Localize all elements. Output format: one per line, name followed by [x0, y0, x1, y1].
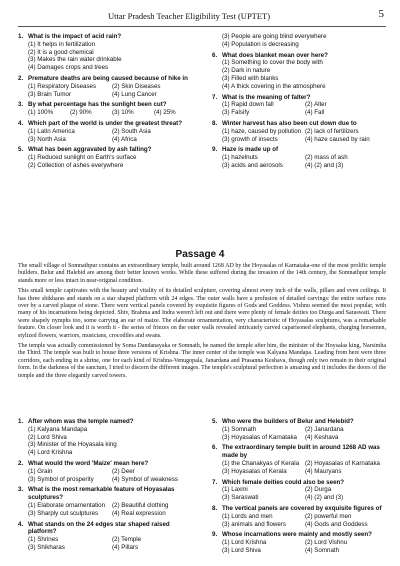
question-stem: What is the meaning of falter?: [222, 93, 311, 101]
answer-option-row: [28, 510, 196, 518]
answer-option: (3) Minister of the Hoyasala king: [28, 441, 117, 449]
question-text: [212, 52, 388, 60]
answer-option: (2) Hoyasalas of Karnataka: [305, 459, 380, 467]
answer-option: (3) Brain Tumor: [28, 90, 71, 98]
answer-option-row: [222, 128, 388, 136]
answer-option: (3) Lord Shiva: [222, 546, 261, 554]
answer-options: [18, 41, 196, 72]
question-stem: Whose incarnations were mainly and mostly seen?: [222, 531, 372, 539]
question-stem: By what percentage has the sunlight been cut?: [28, 101, 167, 109]
question-stem: What is the most remarkable feature of Hoyasalas sculptures?: [28, 486, 175, 502]
answer-option-row: [28, 502, 196, 510]
answer-options: [212, 59, 388, 90]
answer-option: (1) Elaborate ornamentation: [28, 501, 106, 509]
answer-option: (2) Alter: [305, 101, 327, 109]
answer-option-row: [222, 539, 388, 547]
answer-option: (4) Damages crops and trees: [28, 64, 109, 72]
answer-option-row: [222, 434, 388, 442]
question-number: 1.: [18, 418, 24, 425]
question-text: [212, 531, 388, 539]
answer-option: (1) It helps in fertilization: [28, 40, 96, 48]
answer-option: (4) Lung Cancer: [112, 90, 157, 98]
answer-option: (3) Sharply cut sculptures: [28, 509, 99, 517]
answer-option-row: [28, 476, 196, 484]
answer-options: [212, 426, 388, 442]
question-text: [18, 75, 196, 83]
answer-option: (3) animals and flowers: [222, 520, 286, 528]
passage-paragraph: The temple was actually commissioned by Soma Dandanayaka or Somnath, he named the temple after him, the minister of the Hoysalas king, Narsimha the Third. The temple was built to house three versions of Krishna. The inner center of the temple was Kalyana Mandapa. Leading from here were three corridors, each ending in a shrine, one for each kind of Krishna-Venugopala, Janardana and Prasanna Keshava, though only two remain in their original form. In the darkness of the sanctum, I tried to discern the different images. The temple's sculptural perfection is amazing and it includes the doors of the temple and the three elegantly carved towers.: [18, 343, 386, 379]
answer-option: (2) Durga: [305, 486, 332, 494]
answer-option-row: [222, 136, 388, 144]
question-block: [212, 531, 388, 554]
answer-option: (4) 25%: [154, 109, 176, 117]
answer-options: [212, 154, 388, 170]
answer-option: (4) Mauryans: [305, 467, 342, 475]
passage-paragraph: This small temple captivates with the beauty and vitality of its detailed sculpture, covering almost every inch of the walls, pillars and even ceilings. It has three shikharas and stands on a star shaped platform with 24 edges. The outer walls have a profusion of detailed carvings: the entire surface runs over by a carved plaque of stone. There were vertical panels covered by exquisite figures of Gods and Goddess. Vishnu seemed the most popular, with many of his incarnations being depicted. Shiv, Brahma and Indra weren't left out and there were plenty of female deities too Durga and Saraswati. There were shapely nymphs too, some carrying an ear of maize. The elaborate ornamentation, very characteristic of Hoyasalas sculptures, was a remarkable feature. On closer look and it is worth it - the series of friezes on the outer walls revealed intricately carved caparisoned elephants, charging horsemen, stylized flowers, warriors, musicians, crocodiles and swans.: [18, 288, 386, 339]
answer-option: (3) growth of insects: [222, 135, 278, 143]
question-text: [18, 521, 196, 537]
question-number: 3.: [18, 486, 24, 494]
answer-option-row: [28, 91, 196, 99]
answer-options: [18, 502, 196, 518]
question-block: [18, 101, 196, 117]
question-stem: Which part of the world is under the greatest threat?: [28, 119, 183, 127]
page-number: 5: [378, 8, 384, 20]
question-number: 3.: [18, 101, 24, 109]
question-stem: What does blanket mean over here?: [222, 51, 328, 59]
answer-option: (1) Reduced sunlight on Earth's surface: [28, 154, 137, 162]
answer-option: (4) Symbol of weakness: [112, 475, 179, 483]
question-text: [18, 146, 196, 154]
answer-option: (3) Symbol of prosperity: [28, 475, 94, 483]
answer-option: (2) 90%: [70, 109, 92, 117]
answer-options: [18, 128, 196, 144]
answer-option: (2) Lord Shiva: [28, 433, 67, 441]
answer-options: [212, 101, 388, 117]
answer-options: [18, 468, 196, 484]
answer-option: (4) Population is decreasing: [222, 40, 299, 48]
question-block: [212, 444, 388, 475]
question-text: [212, 120, 388, 128]
answer-option-row: [28, 536, 196, 544]
question-number: 4.: [18, 119, 24, 127]
question-stem: What would the word 'Maize' mean here?: [28, 459, 149, 467]
answer-option-row: [222, 547, 388, 555]
answer-option: (1) Rapid down fall: [222, 101, 274, 109]
question-number: 1.: [18, 33, 24, 40]
question-number: 2.: [18, 459, 24, 467]
answer-option: (2) powerful men: [305, 512, 352, 520]
answer-options: [212, 486, 388, 502]
left-column-bottom-questions: [18, 418, 196, 555]
question-block: [18, 418, 196, 457]
answer-option-row: [222, 494, 388, 502]
question-block: [18, 75, 196, 98]
answer-options: [212, 513, 388, 529]
question-text: [212, 146, 388, 154]
answer-option: (2) mass of ash: [305, 154, 348, 162]
answer-option: (2) Collection of ashes everywhere: [28, 161, 124, 169]
question-text: [212, 94, 388, 102]
answer-option: (4) Gods and Goddess: [305, 520, 368, 528]
question-stem: After whom was the temple named?: [28, 418, 134, 425]
answer-option: (1) haze, caused by pollution: [222, 127, 302, 135]
answer-option-row: [28, 109, 196, 117]
question-text: [212, 418, 388, 426]
question-stem: Winter harvest has also been cut down due to: [222, 119, 357, 127]
answer-option: (2) Lord Vishnu: [305, 539, 348, 547]
question-block: [212, 479, 388, 502]
question-number: 8.: [212, 119, 218, 127]
question-number: 6.: [212, 444, 218, 452]
answer-option: (2) Skin Diseases: [112, 82, 161, 90]
answer-option-row: [222, 162, 388, 170]
answer-option: (3) Falsify: [222, 109, 250, 117]
question-block: [212, 120, 388, 143]
answer-option-row: [222, 513, 388, 521]
question-block: [212, 505, 388, 528]
answer-option-row: [222, 468, 388, 476]
question-block: [212, 33, 388, 49]
answer-option: (3) People are going blind everywhere: [222, 33, 327, 40]
answer-option-row: [28, 136, 196, 144]
answer-option: (3) Hoyasalas of Kerala: [222, 467, 287, 475]
answer-option: (4) haze caused by rain: [305, 135, 370, 143]
question-block: [18, 486, 196, 517]
question-stem: Who were the builders of Belur and Helebid?: [222, 418, 354, 425]
answer-option-row: [222, 101, 388, 109]
answer-option-row: [222, 521, 388, 529]
answer-option: (4) Pillars: [112, 543, 139, 551]
answer-option-row: [222, 154, 388, 162]
question-block: [212, 418, 388, 441]
question-block: [18, 120, 196, 143]
answer-option: (3) Shikharas: [28, 543, 65, 551]
answer-option-row: [28, 128, 196, 136]
answer-option: (4) Keshava: [305, 433, 339, 441]
question-block: [212, 146, 388, 169]
answer-option: (2) lack of fertilizers: [305, 127, 359, 135]
answer-option: (4) Lord Krishna: [28, 449, 73, 457]
question-text: [18, 460, 196, 468]
question-text: [18, 120, 196, 128]
question-block: [18, 521, 196, 552]
answer-option: (1) Something to cover the body with: [222, 59, 323, 67]
answer-options: [212, 128, 388, 144]
answer-option: (3) Hoyasalas of Karnataka: [222, 433, 297, 441]
question-number: 5.: [212, 418, 218, 425]
question-number: 9.: [212, 531, 218, 539]
question-text: [212, 505, 388, 513]
answer-option: (2) South Asia: [112, 127, 151, 135]
answer-options: [18, 536, 196, 552]
passage-body: [18, 263, 386, 383]
question-stem: The extraordinary temple built in around 1268 AD was made by: [222, 444, 380, 460]
question-number: 7.: [212, 478, 218, 486]
answer-option: (1) Lord Krishna: [222, 539, 267, 547]
question-number: 2.: [18, 74, 24, 82]
question-text: [18, 418, 196, 426]
question-number: 7.: [212, 93, 218, 101]
answer-option: (2) Janardana: [305, 425, 344, 433]
answer-option: (1) Grain: [28, 467, 53, 475]
question-stem: What is the impact of acid rain?: [28, 33, 122, 40]
question-stem: The vertical panels are covered by exquisite figures of: [222, 504, 382, 512]
question-text: [18, 486, 196, 502]
question-number: 9.: [212, 146, 218, 154]
answer-option: (3) 10%: [112, 109, 134, 117]
question-stem: What has been aggravated by ash falling?: [28, 146, 152, 154]
answer-options: [212, 460, 388, 476]
answer-option: (4) Africa: [112, 135, 137, 143]
page-header: [18, 8, 386, 27]
left-column-top-questions: [18, 33, 196, 173]
answer-option-row: [28, 544, 196, 552]
answer-option: (1) Lords and men: [222, 512, 273, 520]
answer-option: (3) North Asia: [28, 135, 66, 143]
answer-option-row: [222, 426, 388, 434]
question-stem: Which female deities could also be seen?: [222, 478, 345, 486]
passage-paragraph: The small village of Somnathpur contains an extraordinary temple, built around 1268 AD by the Hoyasalas of Karnataka-one of the most prolific temple builders. Belur and Halebid are among their better known works. While these suffered during the invasion of the 14th century, the Somnathpur temple stands more or less intact in near-original condition.: [18, 263, 386, 284]
answer-options: [18, 83, 196, 99]
answer-option: (4) Somnath: [305, 546, 340, 554]
answer-options: [18, 426, 196, 457]
answer-option: (3) acids and aerosols: [222, 161, 283, 169]
question-number: 4.: [18, 520, 24, 528]
question-text: [212, 479, 388, 487]
answer-option: (1) Latin America: [28, 127, 75, 135]
answer-option-row: [28, 468, 196, 476]
question-number: 8.: [212, 504, 218, 512]
answer-option: (1) Respiratory Diseases: [28, 82, 97, 90]
question-stem: Haze is made up of: [222, 146, 279, 154]
answer-option: (4) Real expression: [112, 509, 166, 517]
answer-options: [18, 109, 196, 117]
question-block: [18, 146, 196, 169]
answer-option: (1) Kalyana Mandapa: [28, 425, 88, 433]
answer-option: (4) Fall: [305, 109, 325, 117]
answer-option: (3) Saraswati: [222, 494, 259, 502]
question-block: [212, 52, 388, 91]
answer-option: (4) (2) and (3): [305, 161, 344, 169]
answer-option: (1) Laxmi: [222, 486, 248, 494]
question-number: 5.: [18, 146, 24, 154]
passage-title: Passage 4: [175, 249, 225, 260]
answer-option: (1) Somnath: [222, 425, 257, 433]
question-block: [18, 460, 196, 483]
answer-option: (4) A thick covering in the atmosphere: [222, 82, 326, 90]
answer-options: [18, 154, 196, 170]
question-text: [212, 444, 388, 460]
answer-option: (3) Filled with blanks: [222, 74, 279, 82]
right-column-bottom-questions: [212, 418, 388, 558]
answer-options: [212, 33, 388, 49]
header-title: Uttar Pradesh Teacher Eligibility Test (UPTET): [108, 11, 271, 21]
right-column-top-questions: [212, 33, 388, 173]
answer-option-row: [222, 109, 388, 117]
answer-option: (1) the Chanakyas of Kerala: [222, 459, 300, 467]
answer-option: (2) Beautiful clothing: [112, 501, 169, 509]
answer-option: (2) It is a good chemical: [28, 48, 94, 56]
answer-option: (2) Temple: [112, 536, 142, 544]
question-number: 6.: [212, 51, 218, 59]
answer-option: (2) Dark in nature: [222, 67, 271, 75]
question-stem: Premature deaths are being caused because of hike in: [28, 74, 188, 82]
answer-option-row: [222, 486, 388, 494]
question-stem: What stands on the 24 edges star shaped raised platform?: [28, 520, 170, 536]
answer-option: (1) 100%: [28, 109, 54, 117]
question-block: [18, 33, 196, 72]
question-block: [212, 94, 388, 117]
question-text: [18, 101, 196, 109]
answer-option: (2) Deer: [112, 467, 135, 475]
answer-option: (1) hazelnuts: [222, 154, 258, 162]
answer-options: [212, 539, 388, 555]
answer-option-row: [222, 460, 388, 468]
answer-option: (3) Makes the rain water drinkable: [28, 56, 122, 64]
answer-option-row: [28, 83, 196, 91]
answer-option: (4) (2) and (3): [305, 494, 344, 502]
question-text: [18, 33, 196, 41]
answer-option: (1) Shrines: [28, 536, 59, 544]
